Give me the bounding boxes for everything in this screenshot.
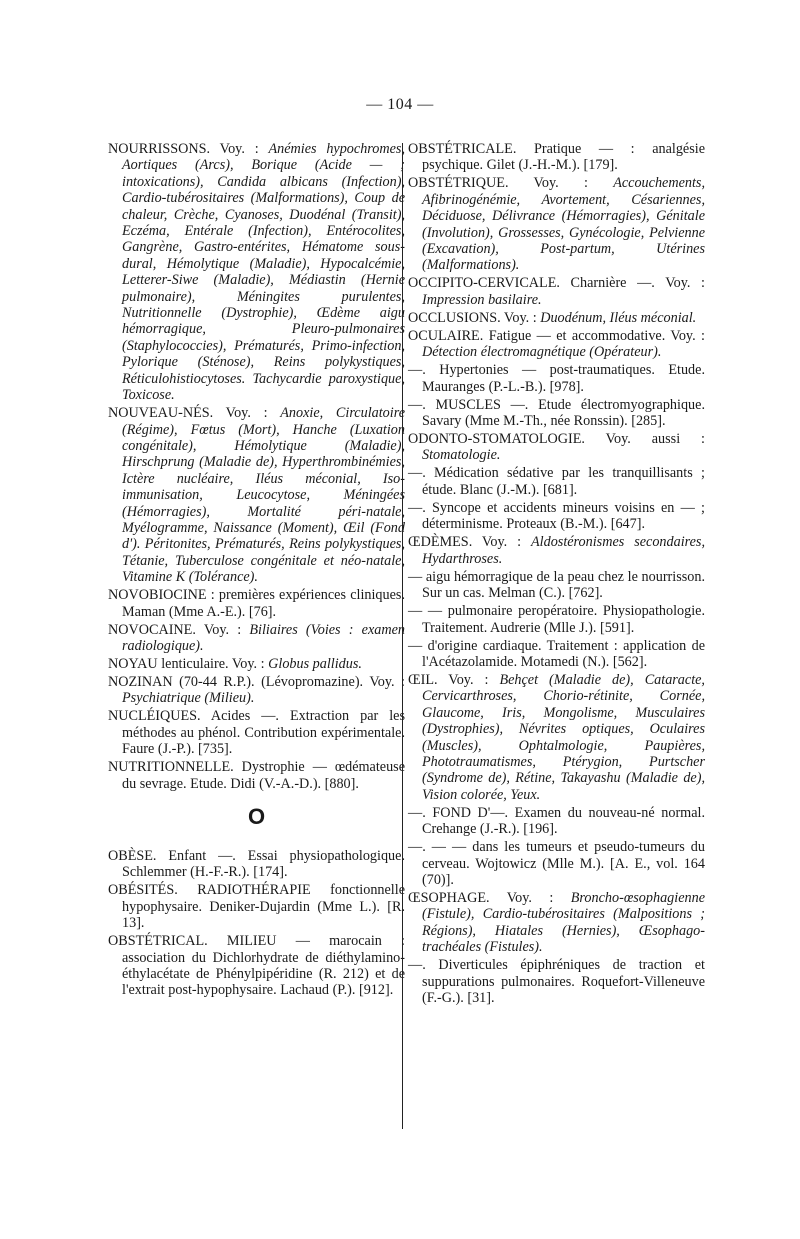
entry-heading: — bbox=[408, 637, 423, 654]
index-entry bbox=[108, 848, 405, 881]
entry-text: Voy. : bbox=[472, 534, 531, 551]
index-entry bbox=[108, 759, 405, 792]
index-entry bbox=[108, 882, 405, 931]
index-entry bbox=[108, 141, 405, 404]
entry-heading: —. bbox=[408, 499, 426, 516]
entry-crossref: Broncho-œsophagienne (Fistule), Cardio-tubérositaires (Malpositions ; Régions), Hiatales (Hernies), Œsophago-trachéales (Fistules). bbox=[422, 889, 705, 956]
entry-heading: OBÉSITÉS. bbox=[108, 882, 178, 899]
entry-text: FOND D'—. Examen du nouveau-né normal. Crehange (J.-R.). [196]. bbox=[422, 804, 705, 838]
entry-text: MUSCLES —. Etude électromyographique. Savary (Mme M.-Th., née Ronssin). [285]. bbox=[422, 396, 705, 430]
index-entry bbox=[408, 839, 705, 888]
entry-text: Voy. : bbox=[210, 141, 269, 157]
entry-heading: —. bbox=[408, 957, 426, 974]
entry-text: Syncope et accidents mineurs voisins en — ; déterminisme. Proteaux (B.-M.). [647]. bbox=[422, 499, 705, 533]
entry-heading: —. — — bbox=[408, 839, 467, 856]
entry-crossref: Behçet (Maladie de), Cataracte, Cervicarthroses, Chorio-rétinite, Cornée, Glaucome, Iris, Mongolisme, Musculaires (Dystrophies), Névrites optiques, Oculaires (Muscles), Ophtalmologie, Paupières, Phototraumatismes, Ptérygion, Purtscher (Syndrome de), Rétine, Takayashu (Maladie de), Vision colorée, Yeux. bbox=[422, 671, 705, 803]
entry-crossref: Psychiatrique (Milieu). bbox=[122, 690, 255, 707]
entry-text: Voy. : bbox=[500, 309, 541, 326]
entry-heading: ŒSOPHAGE. bbox=[408, 889, 490, 906]
entry-text: MILIEU — marocain : association du Dichlorhydrate de diéthylamino-éthylacétate de Phénylpipéridine (R. 212) et de l'extrait post-hypophysaire. Lachaud (P.). [912]. bbox=[122, 933, 405, 999]
index-entry bbox=[108, 587, 405, 620]
entry-crossref: Globus pallidus. bbox=[268, 655, 362, 672]
entry-heading: —. bbox=[408, 465, 426, 482]
entry-heading: NOUVEAU-NÉS. bbox=[108, 405, 214, 422]
entry-heading: —. bbox=[408, 804, 426, 821]
entry-heading: OCULAIRE. bbox=[408, 327, 484, 344]
left-column bbox=[108, 141, 405, 1000]
entry-crossref: Stomatologie. bbox=[422, 447, 501, 464]
entry-heading: NUTRITIONNELLE. bbox=[108, 759, 234, 776]
entry-text: RADIOTHÉRAPIE fonctionnelle hypophysaire. Deniker-Dujardin (Mme L.). [R. 13]. bbox=[122, 882, 405, 932]
right-column bbox=[408, 141, 705, 1008]
entry-text: Médication sédative par les tranquillisants ; étude. Blanc (J.-M.). [681]. bbox=[422, 465, 705, 498]
entry-text: Pratique — : analgésie psychique. Gilet (J.-H.-M.). [179]. bbox=[422, 141, 705, 174]
column-divider bbox=[402, 143, 403, 1129]
section-letter: O bbox=[247, 804, 266, 829]
entry-heading: —. bbox=[408, 362, 426, 379]
index-entry bbox=[108, 405, 405, 585]
entry-heading: ŒIL. bbox=[408, 671, 438, 688]
entry-text: Voy. : bbox=[213, 405, 281, 422]
entry-text: Voy. : bbox=[195, 621, 250, 638]
entry-heading: NOVOCAINE. bbox=[108, 621, 196, 638]
entry-text: Acides —. Extraction par les méthodes au phénol. Contribution expérimentale. Faure (J.-P.). [735]. bbox=[122, 708, 405, 758]
entry-text: aigu hémorragique de la peau chez le nourrisson. Sur un cas. Melman (C.). [762]. bbox=[422, 568, 705, 602]
index-entry bbox=[408, 362, 705, 395]
index-entry bbox=[108, 933, 405, 999]
entry-text: (70-44 R.P.). (Lévopromazine). Voy. : bbox=[172, 673, 405, 690]
entry-heading: NOYAU bbox=[108, 655, 158, 672]
entry-text: Hypertonies — post-traumatiques. Etude. Mauranges (P.-L.-B.). [978]. bbox=[422, 362, 705, 395]
entry-text: : premières expériences cliniques. Maman (Mme A.-E.). [76]. bbox=[122, 587, 405, 620]
entry-heading: OBSTÉTRICAL. bbox=[108, 933, 208, 950]
entry-crossref: Impression basilaire. bbox=[422, 291, 542, 308]
entry-crossref: Duodénum, Iléus méconial. bbox=[540, 309, 697, 326]
index-entry bbox=[408, 465, 705, 498]
entry-text: d'origine cardiaque. Traitement : application de l'Acétazolamide. Motamedi (N.). [562]. bbox=[422, 637, 705, 670]
index-entry bbox=[408, 500, 705, 533]
entry-text: Diverticules épiphréniques de traction et suppurations pulmonaires. Roquefort-Villeneuve (F.-G.). [31]. bbox=[422, 957, 705, 1006]
entry-heading: OBÈSE. bbox=[108, 848, 157, 864]
index-entry bbox=[408, 638, 705, 671]
right-entries bbox=[408, 141, 705, 1006]
entry-heading: NOVOBIOCINE bbox=[108, 587, 207, 604]
index-entry bbox=[408, 141, 705, 174]
index-entry bbox=[408, 603, 705, 636]
index-entry bbox=[408, 672, 705, 803]
entry-crossref: Détection électromagnétique (Opérateur). bbox=[422, 344, 662, 361]
entry-heading: OBSTÉTRICALE. bbox=[408, 141, 517, 157]
entry-heading: OCCLUSIONS. bbox=[408, 309, 501, 326]
index-entry bbox=[408, 397, 705, 430]
entry-heading: OCCIPITO-CERVICALE. bbox=[408, 275, 560, 292]
entry-crossref: Anémies hypochromes, Aortiques (Arcs), Borique (Acide — ; intoxications), Candida albicans (Infection), Cardio-tubérositaires (Malformations), Coup de chaleur, Crèche, Cyanoses, Duodénal (Transit), Eczéma, Entérale (Infection), Entérocolites, Gangrène, Gastro-entérites, Hématome sous-dural, Hémolytique (Maladie), Hypocalcémie, Letterer-Siwe (Maladie), Médiastin (Hernie pulmonaire), Méningites purulentes, Nutritionnelle (Dystrophie), Œdème aigu hémorragique, Pleuro-pulmonaires (Staphylococcies), Prématurés, Primo-infection, Pylorique (Sténose), Reins polykystiques, Réticulohistiocytoses. Tachycardie paroxystique, Toxicose. bbox=[122, 141, 405, 404]
entry-crossref: Biliaires (Voies : examen radiologique). bbox=[122, 621, 405, 654]
entry-text: Voy. : bbox=[508, 175, 614, 192]
left-entries-bottom bbox=[108, 848, 405, 999]
entry-heading: NOZINAN bbox=[108, 673, 173, 690]
index-entry bbox=[108, 708, 405, 757]
entry-heading: — bbox=[408, 568, 423, 585]
index-entry bbox=[108, 622, 405, 655]
entry-heading: OBSTÉTRIQUE. bbox=[408, 175, 509, 192]
index-entry bbox=[408, 957, 705, 1006]
entry-text: dans les tumeurs et pseudo-tumeurs du cerveau. Wojtowicz (Mlle M.). [A. E., vol. 164 (70)]. bbox=[422, 839, 705, 888]
entry-text: Voy. aussi : bbox=[584, 431, 705, 448]
entry-crossref: Accouchements, Afibrinogénémie, Avortement, Césariennes, Déciduose, Délivrance (Hémorragies), Génitale (Involution), Grossesses, Gynécologie, Pelvienne (Excavation), Post-partum, Utérines (Malformations). bbox=[422, 175, 705, 274]
entry-text: Charnière —. Voy. : bbox=[559, 275, 705, 292]
entry-heading: — — bbox=[408, 603, 443, 620]
entry-crossref: Aldostéronismes secondaires, Hydarthroses. bbox=[422, 534, 705, 567]
index-entry bbox=[108, 674, 405, 707]
entry-text: Dystrophie — œdémateuse du sevrage. Etude. Didi (V.-A.-D.). [880]. bbox=[122, 759, 405, 792]
index-entry bbox=[408, 534, 705, 567]
index-entry bbox=[408, 275, 705, 308]
index-entry bbox=[408, 890, 705, 956]
entry-text: Fatigue — et accommodative. Voy. : bbox=[483, 327, 705, 344]
entry-text: Voy. : bbox=[489, 889, 571, 906]
index-entry bbox=[408, 328, 705, 361]
entry-heading: ŒDÈMES. bbox=[408, 534, 473, 551]
index-entry bbox=[108, 656, 405, 672]
index-entry bbox=[408, 805, 705, 838]
entry-heading: NUCLÉIQUES. bbox=[108, 708, 201, 725]
entry-text: pulmonaire peropératoire. Physiopathologie. Traitement. Audrerie (Mlle J.). [591]. bbox=[422, 603, 706, 636]
entry-crossref: Anoxie, Circulatoire (Régime), Fœtus (Mort), Hanche (Luxation congénitale), Hémolytique (Maladie), Hirschprung (Maladie de), Hyperthrombinémies, Ictère nucléaire, Iléus méconial, Iso-immunisation, Leucocytose, Méningées (Hémorragies), Mortalité péri-natale, Myélogramme, Naissance (Moment), Œil (Fond d'). Péritonites, Prématurés, Reins polykystiques, Tétanie, Tuberculose congénitale et néo-natale, Vitamine K (Tolérance). bbox=[122, 405, 406, 586]
entry-text: Enfant —. Essai physiopathologique. Schlemmer (H.-F.-R.). [174]. bbox=[122, 848, 405, 881]
index-entry bbox=[408, 431, 705, 464]
index-entry bbox=[408, 310, 705, 326]
entry-heading: —. bbox=[408, 396, 426, 413]
entry-text: Voy. : bbox=[437, 671, 500, 688]
entry-heading: NOURRISSONS. bbox=[108, 141, 211, 157]
entry-heading: ODONTO-STOMATOLOGIE. bbox=[408, 431, 585, 448]
entry-text: lenticulaire. Voy. : bbox=[157, 655, 269, 672]
index-entry bbox=[408, 569, 705, 602]
index-entry bbox=[408, 175, 705, 273]
page-number: — 104 — bbox=[366, 96, 434, 113]
left-entries-top bbox=[108, 141, 405, 792]
